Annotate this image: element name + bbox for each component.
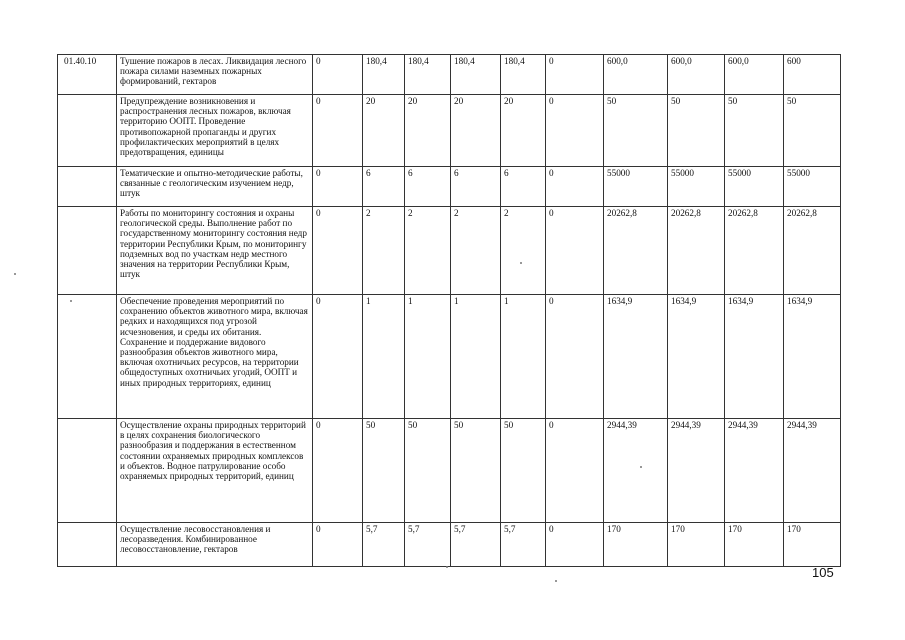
row-value: 1 [501, 295, 546, 419]
row-value: 50 [363, 419, 405, 523]
row-value: 0 [313, 295, 363, 419]
row-value: 180,4 [451, 55, 501, 95]
scan-speck [640, 466, 642, 468]
row-value: 1 [363, 295, 405, 419]
row-value: 55000 [668, 167, 725, 207]
row-description: Осуществление охраны природных территорий в целях сохранения биологического разнообразия и поддержания в естественном состоянии охраняемых природных комплексов и объектов. Водное патрулирование особо охраняемых природных территорий, единиц [117, 419, 313, 523]
row-value: 0 [313, 95, 363, 167]
row-value: 0 [546, 207, 604, 295]
row-value: 50 [725, 95, 784, 167]
row-value: 55000 [604, 167, 668, 207]
row-value: 20262,8 [604, 207, 668, 295]
row-value: 20 [451, 95, 501, 167]
table-row [58, 523, 841, 567]
row-value: 5,7 [501, 523, 546, 567]
row-description: Предупреждение возникновения и распространения лесных пожаров, включая территорию ООПТ. Проведение противопожарной пропаганды и других профилактических мероприятий в целях предотвращения, единицы [117, 95, 313, 167]
data-table [57, 54, 841, 567]
row-value: 170 [668, 523, 725, 567]
row-value: 5,7 [451, 523, 501, 567]
row-value: 0 [546, 95, 604, 167]
row-value: 600,0 [668, 55, 725, 95]
row-value: 0 [313, 419, 363, 523]
row-value: 20 [363, 95, 405, 167]
row-description: Тематические и опытно-методические работы, связанные с геологическим изучением недр, штук [117, 167, 313, 207]
row-value: 170 [725, 523, 784, 567]
row-value: 180,4 [363, 55, 405, 95]
row-value: 2944,39 [784, 419, 841, 523]
row-value: 50 [604, 95, 668, 167]
row-value: 2944,39 [668, 419, 725, 523]
row-description: Тушение пожаров в лесах. Ликвидация лесного пожара силами наземных пожарных формирований, гектаров [117, 55, 313, 95]
row-value: 5,7 [363, 523, 405, 567]
row-value: 1634,9 [668, 295, 725, 419]
row-value: 1634,9 [725, 295, 784, 419]
table-row [58, 95, 841, 167]
scan-speck [520, 262, 522, 264]
table-row [58, 167, 841, 207]
row-value: 180,4 [405, 55, 451, 95]
row-value: 0 [313, 207, 363, 295]
row-value: 170 [784, 523, 841, 567]
row-value: 180,4 [501, 55, 546, 95]
row-value: 20 [405, 95, 451, 167]
row-value: 0 [546, 167, 604, 207]
row-value: 0 [313, 167, 363, 207]
row-value: 50 [784, 95, 841, 167]
row-value: 20262,8 [725, 207, 784, 295]
row-value: 20262,8 [668, 207, 725, 295]
row-value: 2944,39 [725, 419, 784, 523]
row-value: 0 [546, 55, 604, 95]
row-value: 55000 [725, 167, 784, 207]
row-value: 6 [501, 167, 546, 207]
row-code [58, 419, 117, 523]
row-value: 1634,9 [604, 295, 668, 419]
row-description: Работы по мониторингу состояния и охраны геологической среды. Выполнение работ по государственному мониторингу состояния недр территории Республики Крым, по мониторингу подземных вод по участкам недр местного значения на территории Республики Крым, штук [117, 207, 313, 295]
row-code: 01.40.10 [58, 55, 117, 95]
table-body [58, 55, 841, 567]
row-value: 600,0 [725, 55, 784, 95]
row-value: 20262,8 [784, 207, 841, 295]
row-value: 0 [313, 55, 363, 95]
row-value: 2 [451, 207, 501, 295]
row-code [58, 207, 117, 295]
row-value: 50 [668, 95, 725, 167]
table-row [58, 55, 841, 95]
row-value: 50 [451, 419, 501, 523]
scan-speck [14, 273, 16, 275]
table-row [58, 419, 841, 523]
row-value: 2 [405, 207, 451, 295]
row-value: 2944,39 [604, 419, 668, 523]
row-description: Осуществление лесовосстановления и лесоразведения. Комбинированное лесовосстановление, гектаров [117, 523, 313, 567]
row-value: 6 [405, 167, 451, 207]
row-code [58, 167, 117, 207]
row-code [58, 523, 117, 567]
row-value: 600 [784, 55, 841, 95]
row-code [58, 95, 117, 167]
row-value: 6 [451, 167, 501, 207]
table-row [58, 207, 841, 295]
row-code [58, 295, 117, 419]
row-value: 0 [313, 523, 363, 567]
row-value: 2 [501, 207, 546, 295]
table-row [58, 295, 841, 419]
page-number: 105 [812, 565, 834, 580]
row-value: 1 [451, 295, 501, 419]
row-value: 2 [363, 207, 405, 295]
scan-speck [555, 580, 557, 582]
row-value: 1 [405, 295, 451, 419]
row-value: 0 [546, 295, 604, 419]
scan-speck [446, 566, 448, 568]
row-value: 55000 [784, 167, 841, 207]
row-value: 50 [405, 419, 451, 523]
row-description: Обеспечение проведения мероприятий по сохранению объектов животного мира, включая редких и находящихся под угрозой исчезновения, и среды их обитания. Сохранение и поддержание видового разнообразия объектов животного мира, включая охотничьих ресурсов, на территории общедоступных охотничьих угодий, ООПТ и иных природных территориях, единиц [117, 295, 313, 419]
row-value: 6 [363, 167, 405, 207]
row-value: 0 [546, 419, 604, 523]
row-value: 20 [501, 95, 546, 167]
row-value: 0 [546, 523, 604, 567]
row-value: 1634,9 [784, 295, 841, 419]
row-value: 50 [501, 419, 546, 523]
row-value: 5,7 [405, 523, 451, 567]
row-value: 170 [604, 523, 668, 567]
scan-speck [70, 300, 72, 302]
row-value: 600,0 [604, 55, 668, 95]
